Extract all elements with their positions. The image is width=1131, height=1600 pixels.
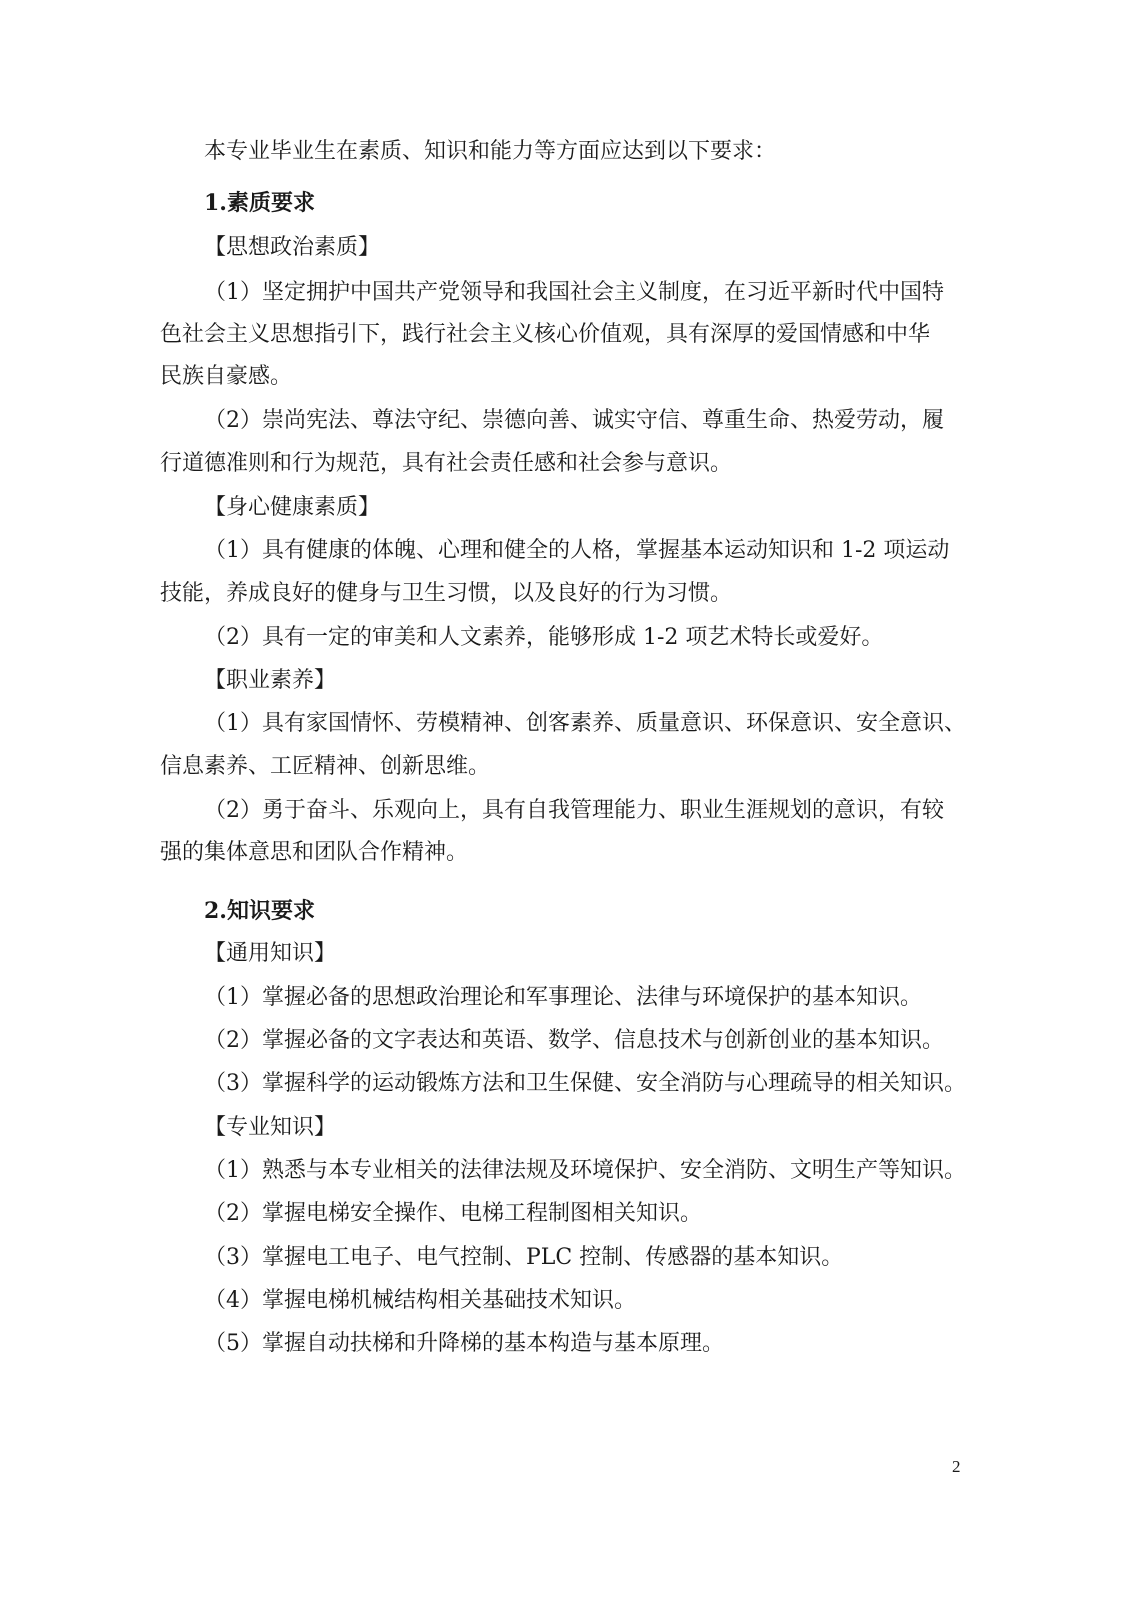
- ideological-item1-line1: （1）坚定拥护中国共产党领导和我国社会主义制度，在习近平新时代中国特: [204, 280, 944, 305]
- specialty-item4: （4）掌握电梯机械结构相关基础技术知识。: [204, 1288, 636, 1313]
- intro-paragraph: 本专业毕业生在素质、知识和能力等方面应达到以下要求：: [204, 139, 777, 164]
- health-item1-line1: （1）具有健康的体魄、心理和健全的人格，掌握基本运动知识和 1-2 项运动: [204, 538, 950, 563]
- section-heading-knowledge: 2.知识要求: [204, 898, 315, 924]
- specialty-item5: （5）掌握自动扶梯和升降梯的基本构造与基本原理。: [204, 1331, 724, 1356]
- health-item2: （2）具有一定的审美和人文素养，能够形成 1-2 项艺术特长或爱好。: [204, 625, 884, 650]
- health-item1-line2: 技能，养成良好的健身与卫生习惯，以及良好的行为习惯。: [160, 581, 733, 606]
- professional-item1-line1: （1）具有家国情怀、劳模精神、创客素养、质量意识、环保意识、安全意识、: [204, 711, 966, 736]
- general-item1: （1）掌握必备的思想政治理论和军事理论、法律与环境保护的基本知识。: [204, 985, 922, 1010]
- specialty-item3: （3）掌握电工电子、电气控制、PLC 控制、传感器的基本知识。: [204, 1245, 844, 1270]
- subheading-professional: 【职业素养】: [204, 668, 337, 693]
- specialty-item2: （2）掌握电梯安全操作、电梯工程制图相关知识。: [204, 1201, 702, 1226]
- subheading-ideological: 【思想政治素质】: [204, 235, 381, 260]
- ideological-item1-line2: 色社会主义思想指引下，践行社会主义核心价值观，具有深厚的爱国情感和中华: [160, 322, 931, 347]
- specialty-item1: （1）熟悉与本专业相关的法律法规及环境保护、安全消防、文明生产等知识。: [204, 1158, 966, 1183]
- subheading-specialty: 【专业知识】: [204, 1115, 337, 1140]
- professional-item2-line1: （2）勇于奋斗、乐观向上，具有自我管理能力、职业生涯规划的意识，有较: [204, 798, 944, 823]
- ideological-item2-line2: 行道德准则和行为规范，具有社会责任感和社会参与意识。: [160, 451, 733, 476]
- ideological-item2-line1: （2）崇尚宪法、尊法守纪、崇德向善、诚实守信、尊重生命、热爱劳动，履: [204, 408, 944, 433]
- subheading-general: 【通用知识】: [204, 941, 337, 966]
- section-heading-quality: 1.素质要求: [204, 190, 315, 216]
- general-item2: （2）掌握必备的文字表达和英语、数学、信息技术与创新创业的基本知识。: [204, 1028, 944, 1053]
- professional-item1-line2: 信息素养、工匠精神、创新思维。: [160, 754, 491, 779]
- ideological-item1-line3: 民族自豪感。: [160, 364, 293, 389]
- professional-item2-line2: 强的集体意思和团队合作精神。: [160, 840, 469, 865]
- general-item3: （3）掌握科学的运动锻炼方法和卫生保健、安全消防与心理疏导的相关知识。: [204, 1071, 966, 1096]
- page-number: 2: [952, 1457, 961, 1476]
- subheading-health: 【身心健康素质】: [204, 495, 381, 520]
